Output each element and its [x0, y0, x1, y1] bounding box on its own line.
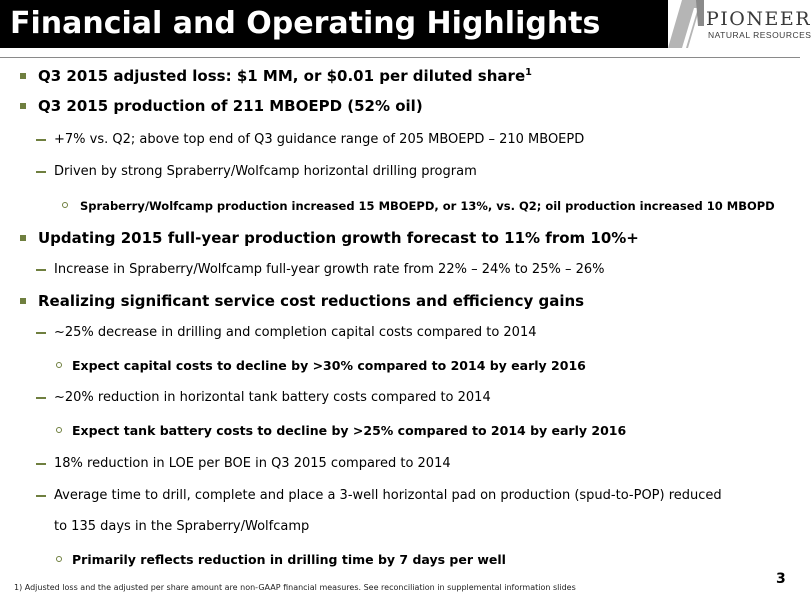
bullet-text: Q3 2015 adjusted loss: $1 MM, or $0.01 per diluted share: [38, 67, 526, 85]
slide-title: Financial and Operating Highlights: [10, 6, 601, 41]
dash-bullet-icon: [36, 332, 46, 334]
square-bullet-icon: [20, 235, 26, 241]
bullet-text: Primarily reflects reduction in drilling time by 7 days per well: [72, 552, 506, 567]
dash-bullet-icon: [36, 139, 46, 141]
bullet-level-2: [54, 517, 309, 537]
dash-bullet-icon: [36, 171, 46, 173]
footnote: 1) Adjusted loss and the adjusted per share amount are non-GAAP financial measures. See reconciliation in supplemental information slides: [14, 583, 576, 592]
bullet-level-2: [54, 162, 477, 182]
dash-bullet-icon: [36, 269, 46, 271]
logo-name: PIONEER: [706, 8, 811, 30]
bullet-text: Expect capital costs to decline by >30% compared to 2014 by early 2016: [72, 358, 586, 373]
company-logo: [668, 0, 811, 48]
bullet-level-2: [54, 130, 584, 150]
bullet-text: 18% reduction in LOE per BOE in Q3 2015 compared to 2014: [54, 456, 451, 471]
bullet-text: Spraberry/Wolfcamp production increased 15 MBOEPD, or 13%, vs. Q2; oil production increased 10 MBOPD: [80, 199, 775, 213]
dash-bullet-icon: [36, 463, 46, 465]
bullet-level-2: [54, 454, 451, 474]
footnote-marker: 1: [525, 67, 532, 78]
circle-bullet-icon: [56, 556, 62, 562]
title-bar: [0, 0, 668, 48]
bullet-text: Average time to drill, complete and place a 3-well horizontal pad on production (spud-to-POP) reduced: [54, 488, 722, 503]
logo-subtitle: NATURAL RESOURCES: [708, 30, 811, 40]
bullet-level-3: [72, 421, 626, 441]
bullet-level-2: [54, 260, 604, 280]
bullet-level-1: [38, 96, 423, 116]
dash-bullet-icon: [36, 397, 46, 399]
square-bullet-icon: [20, 298, 26, 304]
bullet-level-3: [72, 356, 586, 376]
square-bullet-icon: [20, 73, 26, 79]
bullet-text: Q3 2015 production of 211 MBOEPD (52% oil): [38, 97, 423, 115]
bullet-text: Expect tank battery costs to decline by >25% compared to 2014 by early 2016: [72, 423, 627, 438]
bullet-level-2: [54, 388, 491, 408]
bullet-level-1: [38, 66, 532, 86]
bullet-level-3: [80, 196, 775, 216]
circle-bullet-icon: [56, 427, 62, 433]
title-divider: [0, 57, 800, 58]
bullet-level-1: [38, 228, 639, 248]
bullet-text: Driven by strong Spraberry/Wolfcamp horizontal drilling program: [54, 164, 477, 179]
bullet-text: Realizing significant service cost reductions and efficiency gains: [38, 292, 585, 310]
circle-bullet-icon: [56, 362, 62, 368]
bullet-text: +7% vs. Q2; above top end of Q3 guidance range of 205 MBOEPD – 210 MBOEPD: [54, 132, 585, 147]
bullet-text: ~20% reduction in horizontal tank battery costs compared to 2014: [54, 390, 491, 405]
circle-bullet-icon: [62, 202, 68, 208]
bullet-level-2: [54, 486, 722, 506]
bullet-level-3: [72, 550, 506, 570]
bullet-text: ~25% decrease in drilling and completion capital costs compared to 2014: [54, 325, 537, 340]
bullet-level-2: [54, 323, 537, 343]
dash-bullet-icon: [36, 495, 46, 497]
bullet-text: Updating 2015 full-year production growth forecast to 11% from 10%+: [38, 229, 639, 247]
page-number: 3: [776, 571, 786, 587]
bullet-level-1: [38, 291, 584, 311]
bullet-text: Increase in Spraberry/Wolfcamp full-year growth rate from 22% – 24% to 25% – 26%: [54, 262, 605, 277]
square-bullet-icon: [20, 103, 26, 109]
bullet-text: to 135 days in the Spraberry/Wolfcamp: [54, 519, 310, 534]
